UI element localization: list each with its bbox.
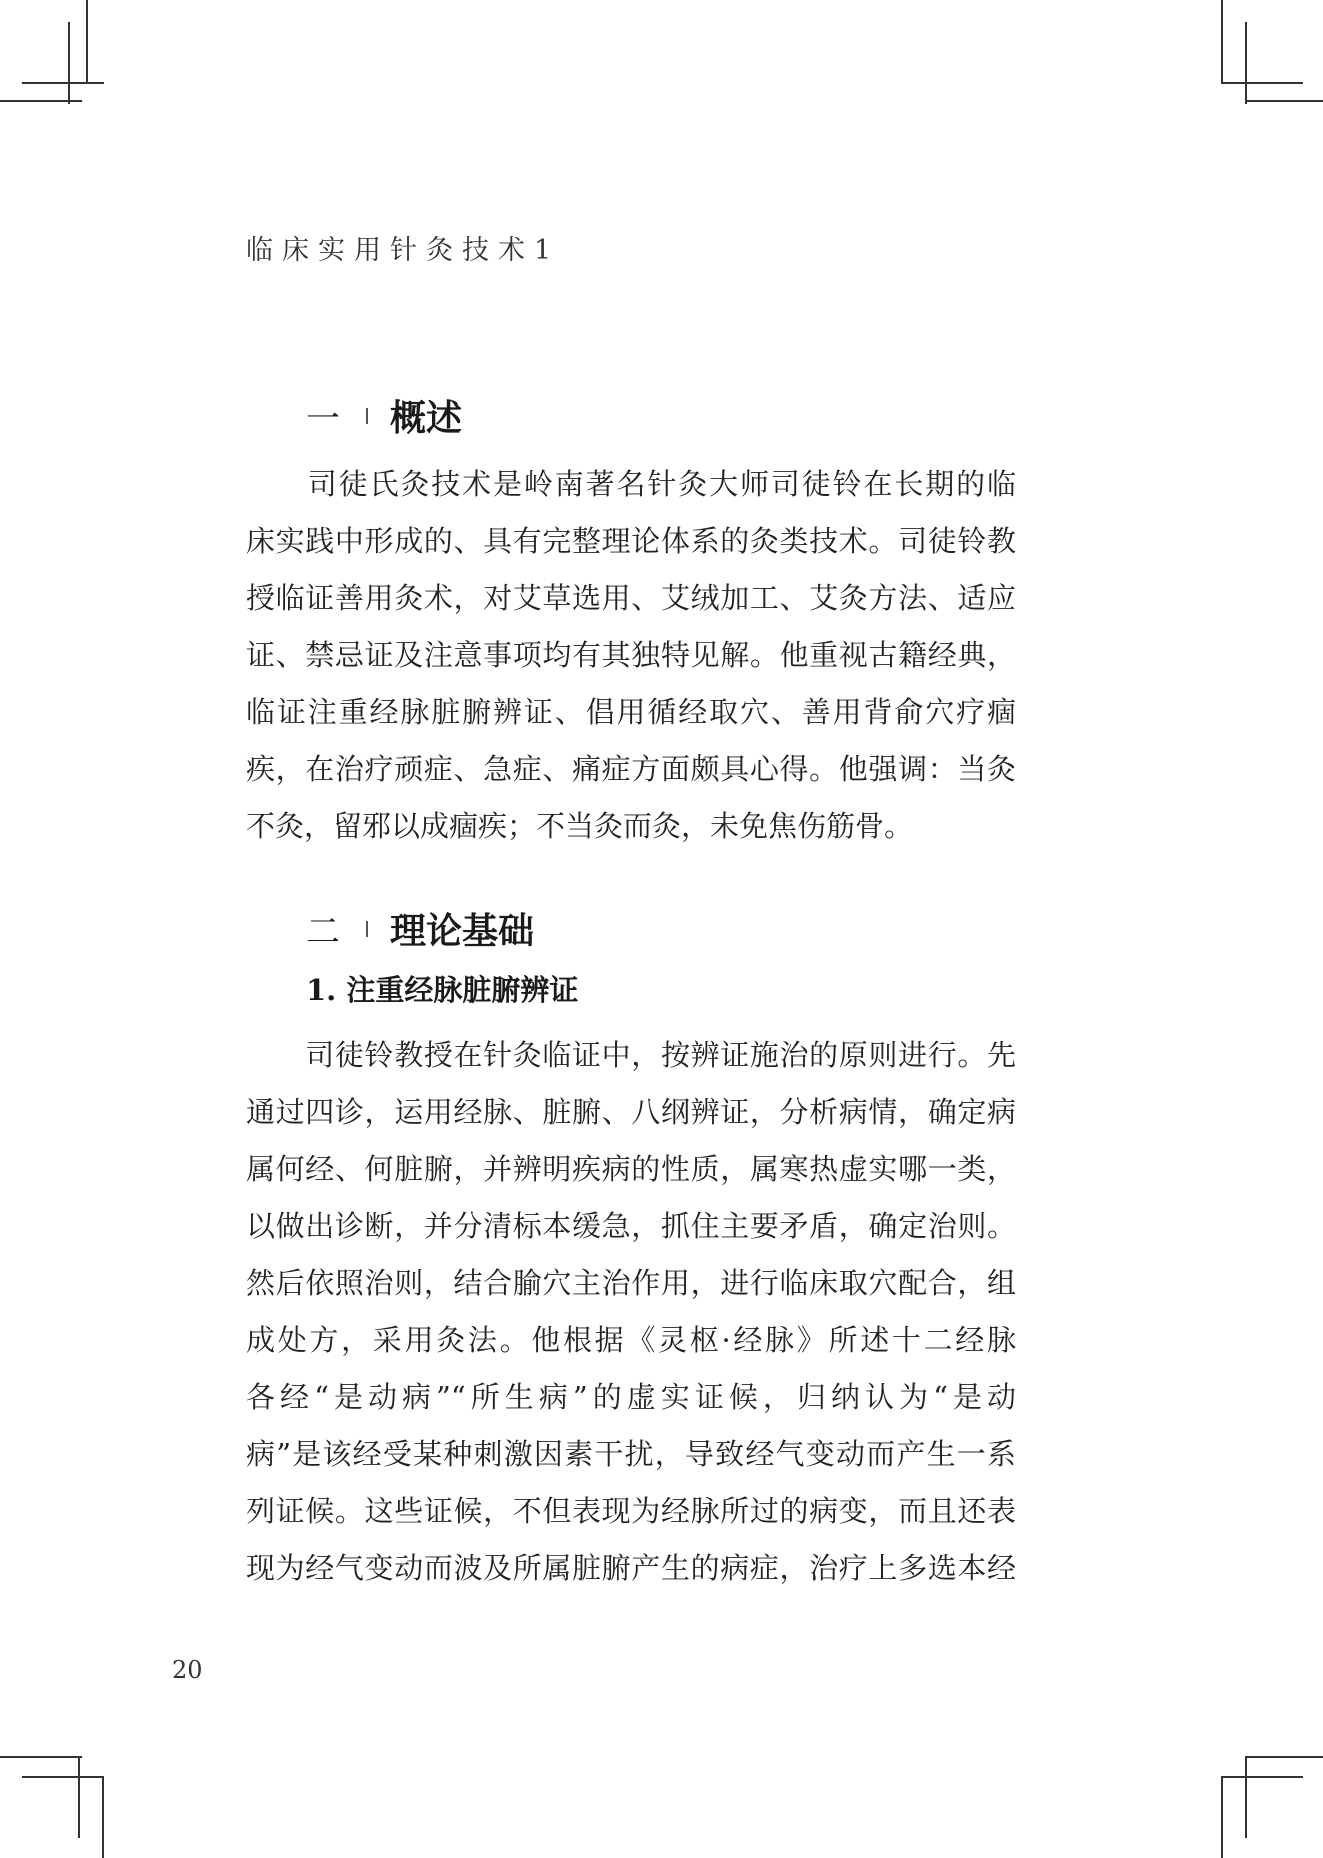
section-title: 概述: [390, 397, 463, 439]
text-line: 以做出诊断，并分清标本缓急，抓住主要矛盾，确定治则。: [246, 1209, 1016, 1243]
crop-mark-bottom-right-h2: [1245, 1756, 1323, 1758]
theory-paragraph: [246, 1027, 1016, 1597]
text-line: 授临证善用灸术，对艾草选用、艾绒加工、艾灸方法、适应: [246, 581, 1016, 615]
section-heading-overview: [306, 390, 462, 441]
text-line: 病”是该经受某种刺激因素干扰，导致经气变动而产生一系: [246, 1437, 1016, 1471]
text-line: 司徒氏灸技术是岭南著名针灸大师司徒铃在长期的临: [246, 467, 1016, 501]
text-line: 然后依照治则，结合腧穴主治作用，进行临床取穴配合，组: [246, 1266, 1016, 1300]
crop-mark-bottom-right-v: [1221, 1776, 1223, 1858]
text-line: 床实践中形成的、具有完整理论体系的灸类技术。司徒铃教: [246, 524, 1016, 558]
running-head: 临床实用针灸技术1: [246, 235, 561, 266]
text-line: 不灸，留邪以成痼疾；不当灸而灸，未免焦伤筋骨。: [246, 809, 914, 843]
crop-mark-top-left-h2: [0, 100, 82, 102]
text-line: 属何经、何脏腑，并辨明疾病的性质，属寒热虚实哪一类，: [246, 1152, 1016, 1186]
text-line: 现为经气变动而波及所属脏腑产生的病症，治疗上多选本经: [246, 1551, 1016, 1585]
text-line: 证、禁忌证及注意事项均有其独特见解。他重视古籍经典，: [246, 638, 1016, 672]
crop-mark-top-right-v2: [1245, 22, 1247, 104]
page-number: 20: [172, 1656, 203, 1684]
text-line: 疾，在治疗顽症、急症、痛症方面颇具心得。他强调：当灸: [246, 752, 1016, 786]
section-number: 二: [306, 912, 340, 952]
text-line: 成处方，采用灸法。他根据《灵枢·经脉》所述十二经脉: [246, 1323, 1016, 1357]
crop-mark-top-right-h: [1221, 82, 1303, 84]
section-heading-theory: [306, 903, 534, 954]
overview-paragraph: [246, 456, 1016, 855]
crop-mark-top-left-h: [22, 82, 104, 84]
heading-divider: [366, 408, 368, 424]
text-line: 各经“是动病”“所生病”的虚实证候，归纳认为“是动: [246, 1380, 1016, 1414]
crop-mark-bottom-left-v: [102, 1776, 104, 1858]
crop-mark-bottom-right-h: [1221, 1776, 1303, 1778]
text-line: 列证候。这些证候，不但表现为经脉所过的病变，而且还表: [246, 1494, 1016, 1528]
crop-mark-bottom-left-v2: [78, 1756, 80, 1838]
section-number: 一: [306, 399, 340, 439]
crop-mark-top-left-v2: [68, 22, 70, 104]
crop-mark-bottom-left-h: [22, 1776, 104, 1778]
crop-mark-bottom-left-h2: [0, 1756, 82, 1758]
crop-mark-top-left-v: [86, 0, 88, 82]
subsection-heading: 1. 注重经脉脏腑辨证: [306, 973, 579, 1007]
text-line: 司徒铃教授在针灸临证中，按辨证施治的原则进行。先: [246, 1038, 1016, 1072]
crop-mark-top-right-v: [1221, 0, 1223, 82]
crop-mark-top-right-h2: [1245, 100, 1323, 102]
text-line: 通过四诊，运用经脉、脏腑、八纲辨证，分析病情，确定病: [246, 1095, 1016, 1129]
heading-divider: [366, 921, 368, 937]
text-line: 临证注重经脉脏腑辨证、倡用循经取穴、善用背俞穴疗痼: [246, 695, 1016, 729]
crop-mark-bottom-right-v2: [1245, 1756, 1247, 1838]
section-title: 理论基础: [390, 910, 535, 952]
